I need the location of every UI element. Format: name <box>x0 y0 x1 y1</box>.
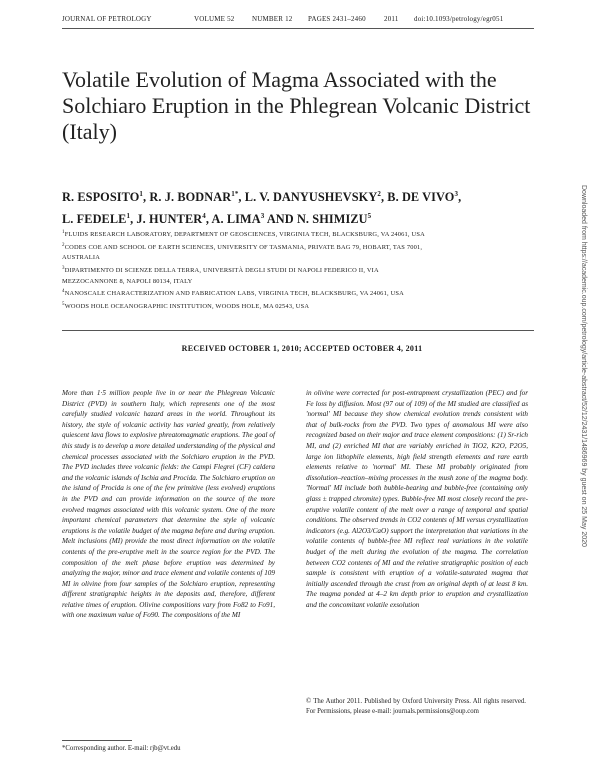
author-name: B. DE VIVO <box>387 190 455 205</box>
volume: VOLUME 52 <box>194 15 235 23</box>
author-separator: AND <box>264 212 297 227</box>
author-affiliation-marker: 1* <box>231 190 239 198</box>
author-list <box>62 185 542 229</box>
affiliations <box>62 228 542 313</box>
author-affiliation-marker: 1 <box>139 190 144 198</box>
author-name: J. HUNTER <box>136 212 203 227</box>
author-name: A. LIMA <box>211 212 261 227</box>
affiliation-text: DIPARTIMENTO DI SCIENZE DELLA TERRA, UNIVERSITÀ DEGLI STUDI DI NAPOLI FEDERICO II, VIA <box>64 267 379 275</box>
footnote-rule <box>62 740 132 741</box>
affiliation-number: 3 <box>62 266 65 272</box>
author-separator: , <box>380 190 388 205</box>
author-line-1 <box>62 185 542 207</box>
author-name: R. ESPOSITO <box>62 190 140 205</box>
running-header <box>62 11 534 27</box>
abstract-column-right: in olivine were corrected for post-entrapment crystallization (PEC) and for Fe loss by diffusion. Most (97 out of 109) of the MI studied are classified as 'normal' MI because they show chemical evolution trends consistent with that of bulk-rocks from the PVD. Two types of anomalous MI were also recognized based on their major and trace element compositions: (1) Sr-rich MI, and (2) enriched MI that are variably enriched in TiO2, K2O, P2O5, large ion lithophile elements, high field strength elements and rare earth elements relative to 'normal' MI. These MI probably originated from dissolution–reaction–mixing processes in the mush zone of the magma body. 'Normal' MI include both bubble-bearing and bubble-free (containing only glass ± trapped chromite) types. Bubble-free MI most closely record the pre-eruptive volatile content of the melt over a range of temporal and spatial conditions. The observed trends in CO2 contents of MI versus crystallization indicators (e.g. Al2O3/CaO) support the interpretation that variations in the volatile contents of bubble-free MI reflect real variations in the volatile budget of the melt during the evolution of the magma. The correlation between CO2 contents of MI and the relative stratigraphic position of each sample is consistent with eruption of a volatile-saturated magma that initially ascended through the crust from an original depth of at least 8 km. The magma ponded at 4–2 km depth prior to eruption and crystallization and the concomitant volatile exsolution <box>306 389 528 609</box>
journal-name: JOURNAL OF PETROLOGY <box>62 15 152 23</box>
affiliation-text: NANOSCALE CHARACTERIZATION AND FABRICATION LABS, VIRGINIA TECH, BLACKSBURG, VA 24061, USA <box>64 290 404 298</box>
page-range: PAGES 2431–2460 <box>308 15 366 23</box>
affiliation-text: CODES COE AND SCHOOL OF EARTH SCIENCES, UNIVERSITY OF TASMANIA, PRIVATE BAG 79, HOBART, TAS 7001, <box>64 243 423 251</box>
article-title: Volatile Evolution of Magma Associated with the Solchiaro Eruption in the Phlegrean Volcanic District (Italy) <box>62 67 531 144</box>
affiliation-line <box>62 228 542 241</box>
author-affiliation-marker: 3 <box>260 212 265 221</box>
affiliation-number: 4 <box>62 289 65 295</box>
author-line-2 <box>62 207 542 229</box>
affiliation-line <box>62 300 542 313</box>
author-name: L. V. DANYUSHEVSKY <box>244 190 378 205</box>
author-separator: , <box>205 212 212 227</box>
affiliation-rule <box>62 330 534 331</box>
affiliation-text: MEZZOCANNONE 8, NAPOLI 80134, ITALY <box>62 277 193 285</box>
affiliation-number: 1 <box>62 230 65 235</box>
download-watermark: Downloaded from https://academic.oup.com/petrology/article-abstract/52/12/2431/1486969 by guest on 25 May 2020 <box>580 185 587 547</box>
issue-number: NUMBER 12 <box>252 15 293 23</box>
affiliation-line <box>62 253 542 264</box>
year: 2011 <box>384 15 399 23</box>
corresponding-author-footnote: *Corresponding author. E-mail: rjb@vt.edu <box>62 745 181 752</box>
doi-link[interactable]: doi:10.1093/petrology/egr051 <box>414 15 504 23</box>
affiliation-number: 5 <box>62 302 65 308</box>
author-name: N. SHIMIZU <box>296 212 368 227</box>
author-separator: , <box>238 190 245 205</box>
affiliation-text: AUSTRALIA <box>62 254 101 262</box>
copyright-notice: © The Author 2011. Published by Oxford University Press. All rights reserved. For Permissions, please e-mail: journals.permissions@oup.com <box>306 698 526 715</box>
received-dates: RECEIVED OCTOBER 1, 2010; ACCEPTED OCTOBER 4, 2011 <box>181 344 423 353</box>
affiliation-number: 2 <box>62 242 65 248</box>
header-rule <box>62 28 534 29</box>
abstract-column-left: More than 1·5 million people live in or near the Phlegrean Volcanic District (PVD) in southern Italy, which represents one of the most carefully studied volcanic hazard areas in the world. Throughout its history, the style of volcanic activity has varied greatly, from relatively quiescent lava flows to explosive phreatomagmatic eruptions. The goal of this study is to develop a more detailed understanding of the physical and chemical processes associated with the Solchiaro eruption in the PVD. The PVD includes three volcanic fields: the Campi Flegrei (CF) caldera and the volcanic islands of Ischia and Procida. The Solchiaro eruption on the island of Procida is one of the few primitive (less evolved) eruptions in the PVD and can provide information on the source of the more evolved magmas associated with this volcanic system. One of the more important chemical parameters that determine the style of volcanic eruptions is the volatile budget of the magma before and during eruption. Melt inclusions (MI) provide the most direct information on the volatile contents of the pre-eruptive melt in the source region for the PVD. The composition of the melt phase before eruption was determined by analyzing the major, minor and trace element and volatile contents of 109 MI in olivine from four samples of the Solchiaro eruption, representing different stratigraphic heights in the deposits and, therefore, different relative times of eruption. Olivine compositions vary from Fo82 to Fo91, with one maximum value of Fo90. The compositions of the MI <box>62 389 275 620</box>
author-name: L. FEDELE <box>62 212 127 227</box>
affiliation-text: FLUIDS RESEARCH LABORATORY, DEPARTMENT OF GEOSCIENCES, VIRGINIA TECH, BLACKSBURG, VA 24061, USA <box>64 231 425 239</box>
affiliation-line <box>62 264 542 277</box>
affiliation-line <box>62 287 542 300</box>
author-separator: , <box>458 190 462 205</box>
author-affiliation-marker: 1 <box>126 212 131 221</box>
author-affiliation-marker: 4 <box>202 212 206 221</box>
affiliation-text: WOODS HOLE OCEANOGRAPHIC INSTITUTION, WOODS HOLE, MA 02543, USA <box>64 303 310 311</box>
author-affiliation-marker: 5 <box>367 212 372 221</box>
author-affiliation-marker: 3 <box>454 190 459 198</box>
affiliation-line <box>62 277 542 288</box>
author-separator: , <box>143 190 150 205</box>
author-separator: , <box>130 212 137 227</box>
affiliation-line <box>62 241 542 254</box>
author-affiliation-marker: 2 <box>377 190 381 198</box>
author-name: R. J. BODNAR <box>149 190 232 205</box>
